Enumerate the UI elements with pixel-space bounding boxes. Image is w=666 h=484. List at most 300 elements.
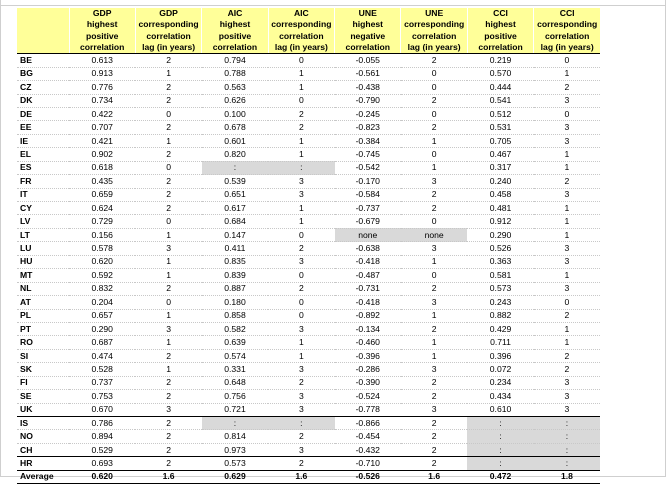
country-code: ES xyxy=(17,161,69,174)
table-row xyxy=(17,121,600,134)
table-cell: 0.240 xyxy=(467,175,533,188)
country-code: LU xyxy=(17,242,69,255)
table-cell: 2 xyxy=(401,417,467,430)
table-cell: 0.839 xyxy=(202,269,268,282)
table-cell: 2 xyxy=(135,376,201,389)
table-row xyxy=(17,175,600,188)
table-cell: 3 xyxy=(268,322,334,335)
table-cell: 3 xyxy=(534,188,600,201)
table-cell: 2 xyxy=(401,282,467,295)
header-line: correlation xyxy=(345,41,390,52)
table-cell: : xyxy=(467,417,533,430)
country-code: AT xyxy=(17,296,69,309)
country-code: SI xyxy=(17,349,69,362)
table-cell: 1 xyxy=(534,148,600,161)
table-cell: 2 xyxy=(534,349,600,362)
header-line: GDP xyxy=(159,8,178,18)
table-cell: 0.363 xyxy=(467,255,533,268)
country-code: EE xyxy=(17,121,69,134)
table-cell: 0.648 xyxy=(202,376,268,389)
country-code: EL xyxy=(17,148,69,161)
header-line: lag (in years) xyxy=(540,41,594,52)
table-row xyxy=(17,134,600,147)
table-cell: 0 xyxy=(401,107,467,120)
table-cell: 2 xyxy=(401,94,467,107)
column-header xyxy=(69,8,135,54)
country-code: IS xyxy=(17,417,69,430)
country-code: DK xyxy=(17,94,69,107)
table-cell: 2 xyxy=(534,309,600,322)
table-cell: 0.912 xyxy=(467,215,533,228)
table-cell: 2 xyxy=(135,81,201,94)
table-cell: 1 xyxy=(401,309,467,322)
table-cell: 1 xyxy=(534,161,600,174)
table-cell: -0.460 xyxy=(335,336,401,349)
table-cell: 0.693 xyxy=(69,457,135,470)
table-cell: -0.055 xyxy=(335,54,401,67)
table-cell: 1.6 xyxy=(135,470,201,483)
column-header xyxy=(335,8,401,54)
table-cell: 1.8 xyxy=(534,470,600,483)
table-cell: 3 xyxy=(534,403,600,416)
table-cell: 2 xyxy=(268,430,334,443)
header-line: negative xyxy=(350,30,386,41)
table-cell: 1 xyxy=(534,336,600,349)
table-cell: 3 xyxy=(534,242,600,255)
country-code: CY xyxy=(17,202,69,215)
table-cell: 0.396 xyxy=(467,349,533,362)
table-cell: 0.788 xyxy=(202,67,268,80)
table-cell: 3 xyxy=(268,255,334,268)
country-code: DE xyxy=(17,107,69,120)
table-cell: -0.526 xyxy=(335,470,401,483)
table-cell: 1 xyxy=(135,67,201,80)
table-cell: 1 xyxy=(268,215,334,228)
column-header xyxy=(467,8,533,54)
header-line: CCI xyxy=(559,8,575,18)
table-cell: 3 xyxy=(135,322,201,335)
table-cell: 0 xyxy=(401,148,467,161)
table-cell: 0.180 xyxy=(202,296,268,309)
table-cell: 0.582 xyxy=(202,322,268,335)
table-cell: -0.745 xyxy=(335,148,401,161)
table-row xyxy=(17,457,600,470)
table-row xyxy=(17,376,600,389)
table-cell: 1 xyxy=(401,349,467,362)
table-cell: 0 xyxy=(401,67,467,80)
table-cell: 2 xyxy=(268,242,334,255)
table-cell: 0.411 xyxy=(202,242,268,255)
table-cell: 0.578 xyxy=(69,242,135,255)
table-cell: -0.561 xyxy=(335,67,401,80)
table-cell: : xyxy=(202,417,268,430)
table-cell: 0.481 xyxy=(467,202,533,215)
table-cell: 3 xyxy=(401,175,467,188)
table-cell: -0.245 xyxy=(335,107,401,120)
table-cell: -0.679 xyxy=(335,215,401,228)
header-line: correlation xyxy=(411,30,457,41)
header-line: lag (in years) xyxy=(142,41,196,52)
table-cell: 2 xyxy=(401,430,467,443)
table-cell: 0.913 xyxy=(69,67,135,80)
header-line: correlation xyxy=(146,30,191,41)
table-cell: 0.820 xyxy=(202,148,268,161)
table-cell: 1 xyxy=(268,336,334,349)
table-cell: 2 xyxy=(135,417,201,430)
table-row xyxy=(17,309,600,322)
table-cell: none xyxy=(335,228,401,241)
table-cell: 1 xyxy=(268,81,334,94)
header-line: correlation xyxy=(478,41,523,52)
table-cell: 2 xyxy=(135,188,201,201)
header-line: highest xyxy=(86,19,118,30)
table-cell: : xyxy=(268,161,334,174)
table-cell: 0.794 xyxy=(202,54,268,67)
table-cell: 0 xyxy=(534,107,600,120)
table-cell: -0.286 xyxy=(335,363,401,376)
table-cell: -0.524 xyxy=(335,390,401,403)
country-code: BE xyxy=(17,54,69,67)
table-row xyxy=(17,215,600,228)
table-cell: 0.711 xyxy=(467,336,533,349)
table-cell: 0 xyxy=(401,269,467,282)
table-cell: 2 xyxy=(401,121,467,134)
table-cell: -0.418 xyxy=(335,255,401,268)
table-row xyxy=(17,255,600,268)
country-code: PL xyxy=(17,309,69,322)
header-line: highest xyxy=(352,19,384,30)
table-cell: 3 xyxy=(534,376,600,389)
country-code: CZ xyxy=(17,81,69,94)
table-cell: 0.592 xyxy=(69,269,135,282)
country-code: UK xyxy=(17,403,69,416)
table-cell: 0.620 xyxy=(69,470,135,483)
table-cell: -0.731 xyxy=(335,282,401,295)
column-header xyxy=(202,8,268,54)
table-cell: 0.617 xyxy=(202,202,268,215)
table-row xyxy=(17,54,600,67)
header-line: positive xyxy=(484,30,517,41)
table-cell: 1 xyxy=(534,269,600,282)
table-cell: 3 xyxy=(401,296,467,309)
table-cell: 1 xyxy=(534,202,600,215)
table-cell: -0.396 xyxy=(335,349,401,362)
table-row xyxy=(17,417,600,430)
table-cell: 0.639 xyxy=(202,336,268,349)
table-cell: 0 xyxy=(534,54,600,67)
column-header xyxy=(135,8,201,54)
country-code: IE xyxy=(17,134,69,147)
table-cell: 0.670 xyxy=(69,403,135,416)
table-cell: 0 xyxy=(135,161,201,174)
table-cell: -0.390 xyxy=(335,376,401,389)
header-line: corresponding xyxy=(537,19,598,30)
table-cell: 0.528 xyxy=(69,363,135,376)
table-cell: 2 xyxy=(401,322,467,335)
column-header xyxy=(268,8,334,54)
table-cell: : xyxy=(534,430,600,443)
country-code: HR xyxy=(17,457,69,470)
table-cell: none xyxy=(401,228,467,241)
table-cell: 1 xyxy=(135,336,201,349)
table-row xyxy=(17,363,600,376)
table-cell: 0 xyxy=(268,228,334,241)
country-code: CH xyxy=(17,443,69,456)
country-code: SK xyxy=(17,363,69,376)
table-cell: : xyxy=(534,443,600,456)
country-code: MT xyxy=(17,269,69,282)
table-cell: 2 xyxy=(401,188,467,201)
table-cell: 1 xyxy=(135,309,201,322)
header-line: correlation xyxy=(544,30,590,41)
table-cell: 1 xyxy=(534,215,600,228)
table-cell: 0.573 xyxy=(467,282,533,295)
table-cell: 0.651 xyxy=(202,188,268,201)
table-cell: 0.756 xyxy=(202,390,268,403)
table-cell: 3 xyxy=(534,94,600,107)
table-cell: 0.422 xyxy=(69,107,135,120)
table-row xyxy=(17,349,600,362)
table-cell: 2 xyxy=(135,202,201,215)
table-cell: 1 xyxy=(401,134,467,147)
table-cell: 0.707 xyxy=(69,121,135,134)
table-cell: 0.444 xyxy=(467,81,533,94)
table-cell: : xyxy=(534,417,600,430)
table-row xyxy=(17,107,600,120)
table-cell: 1 xyxy=(135,255,201,268)
table-cell: 0.531 xyxy=(467,121,533,134)
country-code: PT xyxy=(17,322,69,335)
table-cell: 1 xyxy=(401,336,467,349)
table-row xyxy=(17,443,600,456)
table-cell: 0.610 xyxy=(467,403,533,416)
table-cell: 0.753 xyxy=(69,390,135,403)
table-cell: 0 xyxy=(268,309,334,322)
table-cell: 0.458 xyxy=(467,188,533,201)
table-cell: 2 xyxy=(268,107,334,120)
table-cell: 2 xyxy=(135,390,201,403)
header-line: correlation xyxy=(279,30,324,41)
table-cell: -0.584 xyxy=(335,188,401,201)
table-cell: 0.529 xyxy=(69,443,135,456)
table-cell: 0.835 xyxy=(202,255,268,268)
header-line: CCI xyxy=(493,8,508,18)
table-cell: 3 xyxy=(135,403,201,416)
table-cell: 0.624 xyxy=(69,202,135,215)
table-cell: 0.219 xyxy=(467,54,533,67)
table-cell: 3 xyxy=(268,363,334,376)
header-line: highest xyxy=(219,19,251,30)
table-cell: 3 xyxy=(401,242,467,255)
header-line: GDP xyxy=(92,8,112,18)
header-line: lag (in years) xyxy=(274,41,328,52)
table-row xyxy=(17,269,600,282)
table-cell: 0 xyxy=(135,107,201,120)
table-cell: 2 xyxy=(135,282,201,295)
table-cell: 0.474 xyxy=(69,349,135,362)
table-cell: : xyxy=(202,161,268,174)
correlation-table xyxy=(17,8,600,484)
table-cell: : xyxy=(467,443,533,456)
country-code: NO xyxy=(17,430,69,443)
table-cell: 2 xyxy=(534,175,600,188)
table-cell: 0.331 xyxy=(202,363,268,376)
table-cell: 0 xyxy=(135,296,201,309)
header-line: lag (in years) xyxy=(407,41,461,52)
table-row xyxy=(17,228,600,241)
table-cell: 2 xyxy=(135,430,201,443)
table-cell: 1 xyxy=(135,363,201,376)
table-cell: : xyxy=(467,457,533,470)
country-code: BG xyxy=(17,67,69,80)
header-line: AIC xyxy=(227,8,243,18)
table-cell: 2 xyxy=(268,121,334,134)
table-row xyxy=(17,67,600,80)
table-cell: 0.687 xyxy=(69,336,135,349)
header-line: corresponding xyxy=(404,19,465,30)
table-row xyxy=(17,322,600,335)
table-cell: 0.721 xyxy=(202,403,268,416)
header-line: UNE xyxy=(425,8,444,18)
table-cell: 0.100 xyxy=(202,107,268,120)
average-row xyxy=(17,470,600,483)
table-cell: -0.823 xyxy=(335,121,401,134)
table-cell: 1 xyxy=(534,67,600,80)
column-header xyxy=(534,8,600,54)
table-cell: 2 xyxy=(534,363,600,376)
table-cell: 0.737 xyxy=(69,376,135,389)
table-cell: 1 xyxy=(268,202,334,215)
table-cell: 0.526 xyxy=(467,242,533,255)
table-cell: 0.574 xyxy=(202,349,268,362)
table-cell: 2 xyxy=(135,54,201,67)
table-cell: 0.072 xyxy=(467,363,533,376)
header-line: UNE xyxy=(358,8,377,18)
table-cell: -0.418 xyxy=(335,296,401,309)
table-cell: 0 xyxy=(135,215,201,228)
table-cell: -0.778 xyxy=(335,403,401,416)
table-cell: 0.629 xyxy=(202,470,268,483)
table-cell: 0.147 xyxy=(202,228,268,241)
table-cell: 0.563 xyxy=(202,81,268,94)
table-row xyxy=(17,336,600,349)
header-line: positive xyxy=(218,30,252,41)
header-line: highest xyxy=(485,19,516,30)
table-cell: 2 xyxy=(401,443,467,456)
table-cell: 3 xyxy=(268,443,334,456)
table-cell: 0.290 xyxy=(69,322,135,335)
table-cell: 0.570 xyxy=(467,67,533,80)
table-cell: 0.814 xyxy=(202,430,268,443)
table-cell: 2 xyxy=(135,175,201,188)
table-cell: 0.601 xyxy=(202,134,268,147)
table-cell: 0.776 xyxy=(69,81,135,94)
table-cell: -0.542 xyxy=(335,161,401,174)
table-row xyxy=(17,188,600,201)
table-row xyxy=(17,148,600,161)
header-row xyxy=(17,8,600,54)
table-cell: : xyxy=(467,430,533,443)
table-row xyxy=(17,296,600,309)
header-line: AIC xyxy=(293,8,309,18)
table-cell: 0.234 xyxy=(467,376,533,389)
table-row xyxy=(17,430,600,443)
table-cell: 0.973 xyxy=(202,443,268,456)
country-code: FI xyxy=(17,376,69,389)
table-cell: 0.421 xyxy=(69,134,135,147)
country-code: IT xyxy=(17,188,69,201)
table-cell: 0.434 xyxy=(467,390,533,403)
table-row xyxy=(17,81,600,94)
country-code: LV xyxy=(17,215,69,228)
table-cell: 0.204 xyxy=(69,296,135,309)
table-cell: 0.467 xyxy=(467,148,533,161)
column-header xyxy=(401,8,467,54)
country-code: LT xyxy=(17,228,69,241)
table-row xyxy=(17,202,600,215)
table-cell: 0.512 xyxy=(467,107,533,120)
header-line: correlation xyxy=(212,41,258,52)
table-cell: -0.487 xyxy=(335,269,401,282)
table-cell: -0.710 xyxy=(335,457,401,470)
table-cell: 0.729 xyxy=(69,215,135,228)
table-cell: 2 xyxy=(401,390,467,403)
table-cell: 1 xyxy=(401,255,467,268)
table-cell: 0.902 xyxy=(69,148,135,161)
table-cell: 2 xyxy=(268,376,334,389)
header-country xyxy=(17,8,69,54)
table-cell: 2 xyxy=(135,349,201,362)
table-cell: 0.626 xyxy=(202,94,268,107)
country-code: Average xyxy=(17,470,69,483)
table-cell: 0 xyxy=(534,296,600,309)
table-cell: 3 xyxy=(401,363,467,376)
table-cell: -0.638 xyxy=(335,242,401,255)
table-cell: 0.317 xyxy=(467,161,533,174)
table-cell: -0.170 xyxy=(335,175,401,188)
table-cell: 1 xyxy=(268,349,334,362)
table-cell: 1 xyxy=(268,134,334,147)
table-cell: -0.454 xyxy=(335,430,401,443)
table-cell: 3 xyxy=(534,282,600,295)
table-cell: 0.887 xyxy=(202,282,268,295)
table-cell: 1.6 xyxy=(268,470,334,483)
table-cell: 3 xyxy=(534,121,600,134)
table-row xyxy=(17,94,600,107)
header-line: correlation xyxy=(79,41,125,52)
table-cell: 0.620 xyxy=(69,255,135,268)
table-cell: 0.657 xyxy=(69,309,135,322)
table-cell: 1 xyxy=(268,148,334,161)
table-cell: 0 xyxy=(268,269,334,282)
table-body xyxy=(17,54,600,484)
table-cell: 0.734 xyxy=(69,94,135,107)
table-cell: 0.539 xyxy=(202,175,268,188)
table-cell: 2 xyxy=(401,457,467,470)
table-cell: -0.790 xyxy=(335,94,401,107)
table-cell: 2 xyxy=(135,457,201,470)
table-row xyxy=(17,390,600,403)
table-row xyxy=(17,161,600,174)
table-cell: 0.581 xyxy=(467,269,533,282)
table-cell: 1 xyxy=(135,269,201,282)
table-cell: 1 xyxy=(268,67,334,80)
header-line: corresponding xyxy=(138,19,199,30)
table-row xyxy=(17,242,600,255)
table-cell: 2 xyxy=(135,148,201,161)
table-cell: 3 xyxy=(268,175,334,188)
table-cell: 0.705 xyxy=(467,134,533,147)
